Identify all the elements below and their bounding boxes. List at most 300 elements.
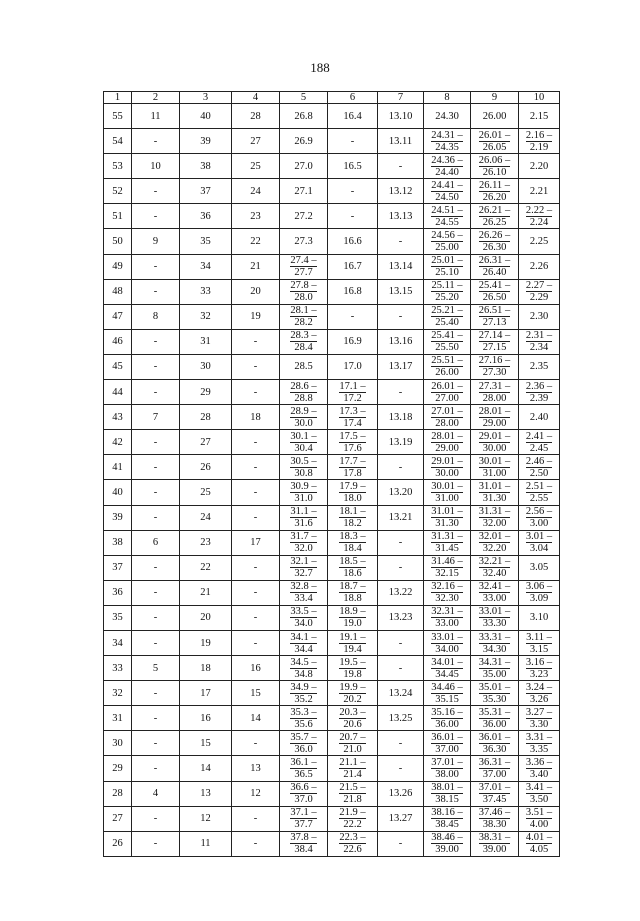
table-row <box>104 806 560 831</box>
table-cell-col-2: 7 <box>132 405 180 430</box>
table-row <box>104 129 560 154</box>
range-upper: 28.8 <box>290 392 316 404</box>
range-value <box>526 531 552 554</box>
table-cell-col-8 <box>424 505 471 530</box>
table-cell-col-5: 27.1 <box>280 179 328 204</box>
table-cell-col-10: 2.30 <box>519 304 560 329</box>
table-cell-col-9 <box>471 555 519 580</box>
range-value <box>290 330 316 353</box>
range-upper: 19.8 <box>339 668 365 680</box>
range-lower: 24.51 – <box>431 204 463 216</box>
range-upper: 34.0 <box>290 617 316 629</box>
table-cell-col-5 <box>280 756 328 781</box>
range-value <box>479 355 511 378</box>
range-upper: 27.30 <box>479 366 511 378</box>
range-lower: 35.3 – <box>290 706 317 718</box>
table-cell-col-10: 2.25 <box>519 229 560 254</box>
range-upper: 26.00 <box>431 366 463 378</box>
range-value <box>290 381 316 404</box>
range-lower: 17.7 – <box>339 455 366 467</box>
range-upper: 18.8 <box>339 592 365 604</box>
range-value <box>339 782 365 805</box>
range-lower: 34.9 – <box>290 681 317 693</box>
range-upper: 19.0 <box>339 617 365 629</box>
table-cell-col-6 <box>328 505 378 530</box>
range-upper: 20.6 <box>339 718 365 730</box>
table-cell-col-2: - <box>132 706 180 731</box>
range-value <box>431 682 463 705</box>
table-cell-col-2: - <box>132 329 180 354</box>
table-cell-col-8 <box>424 354 471 379</box>
range-value <box>526 431 552 454</box>
table-cell-col-5 <box>280 455 328 480</box>
table-cell-col-8 <box>424 254 471 279</box>
range-upper: 30.4 <box>290 442 316 454</box>
table-cell-col-9 <box>471 831 519 856</box>
range-lower: 28.9 – <box>290 405 317 417</box>
range-value <box>290 632 316 655</box>
range-lower: 2.31 – <box>525 330 553 342</box>
table-cell-col-3: 25 <box>180 480 232 505</box>
range-upper: 28.4 <box>290 341 316 353</box>
table-cell-col-4: - <box>232 630 280 655</box>
standards-table <box>103 91 560 857</box>
table-row <box>104 354 560 379</box>
table-cell-col-8 <box>424 430 471 455</box>
range-lower: 17.1 – <box>339 380 366 392</box>
range-upper: 26.40 <box>479 266 511 278</box>
range-upper: 37.00 <box>479 768 511 780</box>
range-upper: 26.05 <box>479 141 511 153</box>
table-cell-col-10: 2.21 <box>519 179 560 204</box>
table-cell-col-6 <box>328 806 378 831</box>
table-cell-col-2: - <box>132 505 180 530</box>
table-cell-col-3: 17 <box>180 681 232 706</box>
table-cell-col-6: - <box>328 204 378 229</box>
range-lower: 26.06 – <box>478 154 511 166</box>
range-lower: 37.8 – <box>290 832 317 844</box>
range-value <box>479 330 511 353</box>
table-cell-col-2: 6 <box>132 530 180 555</box>
range-lower: 27.31 – <box>478 380 511 392</box>
table-cell-col-6 <box>328 405 378 430</box>
column-header-7: 7 <box>378 92 424 104</box>
range-upper: 20.2 <box>339 693 365 705</box>
range-upper: 3.00 <box>526 517 552 529</box>
range-value <box>431 255 463 278</box>
range-lower: 21.5 – <box>339 782 366 794</box>
table-cell-col-3: 36 <box>180 204 232 229</box>
table-cell-col-8 <box>424 204 471 229</box>
range-lower: 25.01 – <box>431 255 463 267</box>
table-cell-col-5 <box>280 480 328 505</box>
table-cell-col-5 <box>280 806 328 831</box>
table-cell-col-1: 33 <box>104 656 132 681</box>
table-cell-col-2: - <box>132 555 180 580</box>
range-value <box>431 456 463 479</box>
table-cell-col-2: - <box>132 580 180 605</box>
range-value <box>339 456 365 479</box>
range-upper: 3.40 <box>526 768 552 780</box>
range-lower: 17.3 – <box>339 405 366 417</box>
range-value <box>479 280 511 303</box>
range-value <box>339 381 365 404</box>
table-row <box>104 530 560 555</box>
range-value <box>431 381 463 404</box>
range-value <box>290 807 316 830</box>
range-value <box>431 581 463 604</box>
table-cell-col-7: 13.18 <box>378 405 424 430</box>
range-lower: 31.31 – <box>431 531 463 543</box>
table-cell-col-7: 13.25 <box>378 706 424 731</box>
range-upper: 30.0 <box>290 417 316 429</box>
table-cell-col-3: 20 <box>180 605 232 630</box>
table-cell-col-7: 13.15 <box>378 279 424 304</box>
table-cell-col-2: 5 <box>132 656 180 681</box>
table-cell-col-9 <box>471 179 519 204</box>
range-lower: 31.01 – <box>478 480 511 492</box>
range-upper: 2.29 <box>526 291 552 303</box>
range-value <box>526 381 552 404</box>
range-upper: 32.15 <box>431 567 463 579</box>
range-lower: 21.9 – <box>339 807 366 819</box>
table-cell-col-3: 29 <box>180 380 232 405</box>
range-lower: 21.1 – <box>339 756 366 768</box>
table-cell-col-2: 11 <box>132 104 180 129</box>
table-cell-col-8 <box>424 681 471 706</box>
table-cell-col-6 <box>328 681 378 706</box>
table-row <box>104 756 560 781</box>
range-lower: 3.36 – <box>525 756 553 768</box>
range-lower: 34.5 – <box>290 656 317 668</box>
range-lower: 35.01 – <box>478 681 511 693</box>
table-cell-col-10 <box>519 630 560 655</box>
range-lower: 24.56 – <box>431 230 463 242</box>
range-upper: 34.00 <box>431 643 463 655</box>
range-value <box>290 757 316 780</box>
range-value <box>526 707 552 730</box>
table-cell-col-5 <box>280 580 328 605</box>
table-cell-col-7: - <box>378 530 424 555</box>
table-cell-col-1: 32 <box>104 681 132 706</box>
table-cell-col-3: 23 <box>180 530 232 555</box>
table-cell-col-8 <box>424 706 471 731</box>
range-upper: 24.55 <box>431 216 463 228</box>
table-cell-col-8 <box>424 329 471 354</box>
range-value <box>290 657 316 680</box>
range-value <box>431 556 463 579</box>
table-cell-col-7: - <box>378 304 424 329</box>
range-upper: 28.0 <box>290 291 316 303</box>
table-cell-col-1: 27 <box>104 806 132 831</box>
range-lower: 30.01 – <box>431 480 463 492</box>
table-cell-col-10 <box>519 656 560 681</box>
table-cell-col-7: - <box>378 731 424 756</box>
table-cell-col-3: 18 <box>180 656 232 681</box>
range-upper: 37.00 <box>431 743 463 755</box>
table-cell-col-1: 31 <box>104 706 132 731</box>
table-cell-col-2: - <box>132 480 180 505</box>
header-row <box>104 92 560 104</box>
range-upper: 3.23 <box>526 668 552 680</box>
table-cell-col-2: - <box>132 455 180 480</box>
table-cell-col-5 <box>280 279 328 304</box>
table-cell-col-1: 45 <box>104 354 132 379</box>
table-cell-col-7: 13.26 <box>378 781 424 806</box>
range-upper: 2.55 <box>526 492 552 504</box>
column-header-3: 3 <box>180 92 232 104</box>
table-cell-col-6 <box>328 380 378 405</box>
range-lower: 32.16 – <box>431 581 463 593</box>
table-cell-col-3: 12 <box>180 806 232 831</box>
table-cell-col-5 <box>280 706 328 731</box>
range-lower: 32.21 – <box>478 556 511 568</box>
table-cell-col-7: 13.11 <box>378 129 424 154</box>
range-value <box>431 305 463 328</box>
table-cell-col-10 <box>519 530 560 555</box>
table-cell-col-2: - <box>132 605 180 630</box>
range-upper: 25.40 <box>431 316 463 328</box>
table-cell-col-4: 12 <box>232 781 280 806</box>
table-cell-col-6 <box>328 731 378 756</box>
table-cell-col-9 <box>471 505 519 530</box>
table-cell-col-5 <box>280 831 328 856</box>
table-cell-col-1: 30 <box>104 731 132 756</box>
table-cell-col-4: 16 <box>232 656 280 681</box>
range-value <box>431 230 463 253</box>
table-cell-col-9 <box>471 279 519 304</box>
range-lower: 37.1 – <box>290 807 317 819</box>
range-upper: 38.30 <box>479 818 511 830</box>
table-cell-col-4: - <box>232 580 280 605</box>
range-upper: 34.45 <box>431 668 463 680</box>
range-lower: 25.21 – <box>431 305 463 317</box>
table-cell-col-9 <box>471 530 519 555</box>
range-lower: 33.01 – <box>431 631 463 643</box>
table-cell-col-1: 50 <box>104 229 132 254</box>
range-lower: 32.1 – <box>290 556 317 568</box>
range-upper: 31.00 <box>431 492 463 504</box>
table-cell-col-9 <box>471 405 519 430</box>
table-cell-col-5 <box>280 505 328 530</box>
table-cell-col-3: 11 <box>180 831 232 856</box>
range-lower: 17.5 – <box>339 430 366 442</box>
table-cell-col-4: - <box>232 329 280 354</box>
range-lower: 18.5 – <box>339 556 366 568</box>
table-cell-col-10: 2.35 <box>519 354 560 379</box>
table-cell-col-10: 2.26 <box>519 254 560 279</box>
table-cell-col-10 <box>519 806 560 831</box>
table-cell-col-8 <box>424 781 471 806</box>
range-upper: 28.00 <box>431 417 463 429</box>
column-header-6: 6 <box>328 92 378 104</box>
range-value <box>431 130 463 153</box>
range-upper: 24.40 <box>431 166 463 178</box>
table-row <box>104 455 560 480</box>
range-upper: 18.4 <box>339 542 365 554</box>
table-cell-col-1: 48 <box>104 279 132 304</box>
table-cell-col-1: 43 <box>104 405 132 430</box>
table-row <box>104 154 560 179</box>
range-upper: 2.39 <box>526 392 552 404</box>
table-cell-col-1: 38 <box>104 530 132 555</box>
range-value <box>339 606 365 629</box>
range-upper: 18.6 <box>339 567 365 579</box>
range-upper: 4.05 <box>526 843 552 855</box>
table-cell-col-6 <box>328 455 378 480</box>
table-row <box>104 555 560 580</box>
table-cell-col-8 <box>424 129 471 154</box>
range-lower: 25.41 – <box>431 330 463 342</box>
table-cell-col-6 <box>328 831 378 856</box>
range-value <box>526 657 552 680</box>
table-cell-col-4: 27 <box>232 129 280 154</box>
range-upper: 38.00 <box>431 768 463 780</box>
range-upper: 34.30 <box>479 643 511 655</box>
range-upper: 32.0 <box>290 542 316 554</box>
range-lower: 29.01 – <box>478 430 511 442</box>
range-lower: 33.5 – <box>290 606 317 618</box>
table-cell-col-7: - <box>378 455 424 480</box>
range-upper: 32.20 <box>479 542 511 554</box>
range-lower: 18.7 – <box>339 581 366 593</box>
table-cell-col-10 <box>519 505 560 530</box>
table-cell-col-3: 19 <box>180 630 232 655</box>
range-lower: 38.01 – <box>431 782 463 794</box>
range-lower: 2.46 – <box>525 455 553 467</box>
range-value <box>479 305 511 328</box>
table-cell-col-10 <box>519 430 560 455</box>
range-value <box>526 506 552 529</box>
table-row <box>104 380 560 405</box>
table-cell-col-5 <box>280 329 328 354</box>
table-cell-col-2: 8 <box>132 304 180 329</box>
table-cell-col-4: - <box>232 605 280 630</box>
table-cell-col-1: 34 <box>104 630 132 655</box>
range-lower: 37.01 – <box>478 782 511 794</box>
column-header-4: 4 <box>232 92 280 104</box>
range-upper: 17.4 <box>339 417 365 429</box>
table-cell-col-6: 17.0 <box>328 354 378 379</box>
range-value <box>290 531 316 554</box>
range-lower: 37.01 – <box>431 756 463 768</box>
range-lower: 31.01 – <box>431 506 463 518</box>
table-cell-col-4: - <box>232 455 280 480</box>
range-upper: 18.0 <box>339 492 365 504</box>
range-upper: 37.45 <box>479 793 511 805</box>
range-upper: 3.35 <box>526 743 552 755</box>
table-cell-col-3: 14 <box>180 756 232 781</box>
range-upper: 26.30 <box>479 241 511 253</box>
table-cell-col-3: 37 <box>180 179 232 204</box>
table-cell-col-7: - <box>378 630 424 655</box>
range-lower: 26.26 – <box>478 230 511 242</box>
table-cell-col-9: 26.00 <box>471 104 519 129</box>
table-cell-col-8 <box>424 530 471 555</box>
table-cell-col-1: 35 <box>104 605 132 630</box>
table-cell-col-3: 33 <box>180 279 232 304</box>
table-cell-col-5: 27.0 <box>280 154 328 179</box>
table-cell-col-5 <box>280 681 328 706</box>
range-lower: 20.3 – <box>339 706 366 718</box>
table-cell-col-6 <box>328 706 378 731</box>
table-cell-col-8: 24.30 <box>424 104 471 129</box>
range-lower: 2.51 – <box>525 480 553 492</box>
range-lower: 2.22 – <box>525 204 553 216</box>
range-upper: 2.34 <box>526 341 552 353</box>
range-value <box>290 280 316 303</box>
table-cell-col-3: 26 <box>180 455 232 480</box>
table-cell-col-5 <box>280 605 328 630</box>
table-cell-col-6 <box>328 605 378 630</box>
table-cell-col-8 <box>424 831 471 856</box>
table-cell-col-9 <box>471 681 519 706</box>
table-cell-col-10 <box>519 129 560 154</box>
range-lower: 24.36 – <box>431 154 463 166</box>
range-value <box>479 782 511 805</box>
range-lower: 31.7 – <box>290 531 317 543</box>
range-lower: 25.11 – <box>431 280 463 292</box>
table-cell-col-10 <box>519 455 560 480</box>
table-cell-col-1: 55 <box>104 104 132 129</box>
table-cell-col-4: 23 <box>232 204 280 229</box>
table-cell-col-6 <box>328 530 378 555</box>
range-value <box>431 807 463 830</box>
range-value <box>290 707 316 730</box>
range-value <box>339 732 365 755</box>
table-cell-col-3: 32 <box>180 304 232 329</box>
range-value <box>479 531 511 554</box>
range-value <box>431 481 463 504</box>
range-value <box>431 355 463 378</box>
table-row <box>104 279 560 304</box>
range-upper: 19.4 <box>339 643 365 655</box>
table-cell-col-3: 15 <box>180 731 232 756</box>
range-value <box>526 782 552 805</box>
range-upper: 3.15 <box>526 643 552 655</box>
table-cell-col-2: - <box>132 831 180 856</box>
range-lower: 3.31 – <box>525 731 553 743</box>
range-upper: 24.50 <box>431 191 463 203</box>
range-value <box>339 832 365 855</box>
table-cell-col-8 <box>424 806 471 831</box>
range-lower: 27.4 – <box>290 255 317 267</box>
range-lower: 2.16 – <box>525 129 553 141</box>
table-cell-col-5 <box>280 630 328 655</box>
range-upper: 33.30 <box>479 617 511 629</box>
table-cell-col-4: - <box>232 831 280 856</box>
range-value <box>290 305 316 328</box>
range-upper: 38.45 <box>431 818 463 830</box>
table-cell-col-3: 39 <box>180 129 232 154</box>
range-upper: 21.8 <box>339 793 365 805</box>
table-cell-col-7: 13.16 <box>378 329 424 354</box>
table-cell-col-6: - <box>328 304 378 329</box>
range-upper: 26.10 <box>479 166 511 178</box>
range-value <box>479 481 511 504</box>
table-row <box>104 430 560 455</box>
table-cell-col-8 <box>424 605 471 630</box>
table-cell-col-10: 2.15 <box>519 104 560 129</box>
range-value <box>526 456 552 479</box>
range-upper: 32.30 <box>431 592 463 604</box>
table-cell-col-2: - <box>132 731 180 756</box>
range-value <box>526 732 552 755</box>
range-lower: 28.6 – <box>290 380 317 392</box>
table-cell-col-1: 41 <box>104 455 132 480</box>
table-cell-col-9 <box>471 154 519 179</box>
table-cell-col-4: - <box>232 430 280 455</box>
